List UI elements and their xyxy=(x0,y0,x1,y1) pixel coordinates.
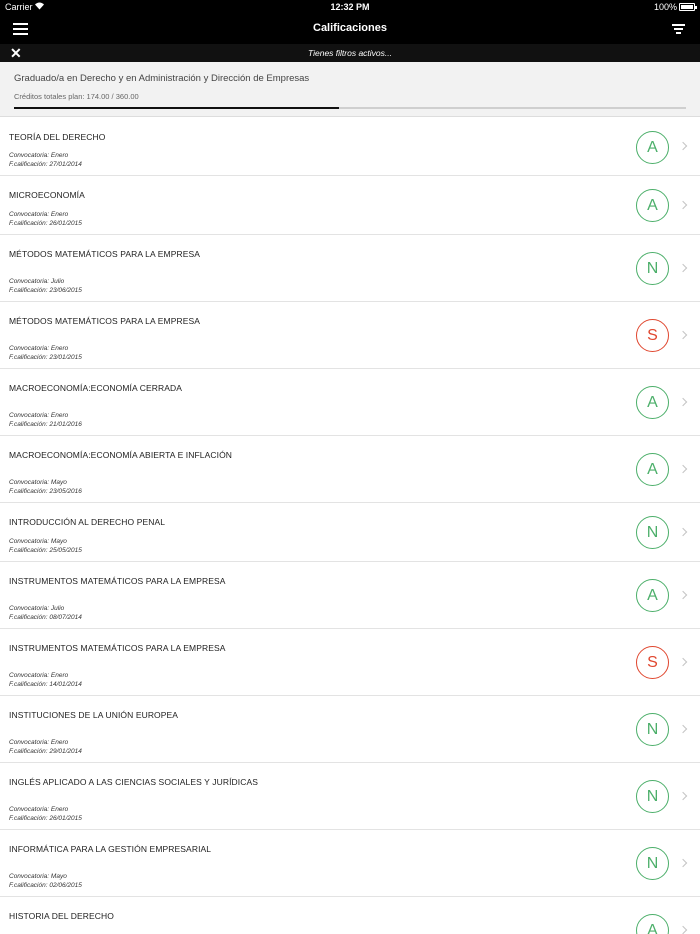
grade-badge: A xyxy=(636,579,669,612)
grade-badge: N xyxy=(636,252,669,285)
convocatoria-label: Convocatoria: Enero xyxy=(9,672,69,679)
subject-name: INGLÉS APLICADO A LAS CIENCIAS SOCIALES Y JURÍDICAS xyxy=(9,777,259,787)
grade-row[interactable] xyxy=(0,118,700,176)
close-icon[interactable]: ✕ xyxy=(10,45,22,61)
subject-name: INSTRUMENTOS MATEMÁTICOS PARA LA EMPRESA xyxy=(9,576,226,586)
grade-badge: A xyxy=(636,131,669,164)
grade-date-label: F.calificación: 25/05/2015 xyxy=(9,547,82,554)
chevron-right-icon[interactable] xyxy=(679,658,687,666)
chevron-right-icon[interactable] xyxy=(679,264,687,272)
grade-date-label: F.calificación: 23/01/2015 xyxy=(9,354,82,361)
chevron-right-icon[interactable] xyxy=(679,142,687,150)
active-filters-message: Tienes filtros activos... xyxy=(307,48,392,58)
grade-badge: N xyxy=(636,713,669,746)
clock: 12:32 PM xyxy=(330,2,370,12)
grade-date-label: F.calificación: 23/06/2015 xyxy=(9,287,82,294)
subject-name: MICROECONOMÍA xyxy=(9,190,85,200)
credits-progress-bar xyxy=(14,107,686,109)
subject-name: INFORMÁTICA PARA LA GESTIÓN EMPRESARIAL xyxy=(9,844,212,854)
grade-badge: A xyxy=(636,189,669,222)
subject-name: MÉTODOS MATEMÁTICOS PARA LA EMPRESA xyxy=(9,249,201,259)
grade-badge: A xyxy=(636,453,669,486)
chevron-right-icon[interactable] xyxy=(679,859,687,867)
navigation-bar xyxy=(0,14,700,44)
grade-date-label: F.calificación: 26/01/2015 xyxy=(9,220,82,227)
grades-list xyxy=(0,118,700,934)
convocatoria-label: Convocatoria: Enero xyxy=(9,806,69,813)
subject-name: MACROECONOMÍA:ECONOMÍA CERRADA xyxy=(9,383,183,393)
grade-row[interactable] xyxy=(0,562,700,629)
grade-date-label: F.calificación: 14/01/2014 xyxy=(9,681,82,688)
credits-progress-fill xyxy=(14,107,339,110)
subject-name: INSTITUCIONES DE LA UNIÓN EUROPEA xyxy=(9,710,179,720)
grade-badge: N xyxy=(636,847,669,880)
subject-name: MACROECONOMÍA:ECONOMÍA ABIERTA E INFLACIÓN xyxy=(9,450,233,460)
plan-name: Graduado/a en Derecho y en Administración y Dirección de Empresas xyxy=(14,73,310,84)
plan-credits: Créditos totales plan: 174.00 / 360.00 xyxy=(14,92,139,101)
convocatoria-label: Convocatoria: Mayo xyxy=(9,873,67,880)
subject-name: INTRODUCCIÓN AL DERECHO PENAL xyxy=(9,517,166,527)
grade-row[interactable] xyxy=(0,235,700,302)
page-title: Calificaciones xyxy=(313,22,387,34)
grade-date-label: F.calificación: 02/06/2015 xyxy=(9,882,82,889)
grade-row[interactable] xyxy=(0,369,700,436)
convocatoria-label: Convocatoria: Enero xyxy=(9,412,69,419)
grade-row[interactable] xyxy=(0,176,700,235)
grade-date-label: F.calificación: 27/01/2014 xyxy=(9,161,82,168)
grade-row[interactable] xyxy=(0,629,700,696)
chevron-right-icon[interactable] xyxy=(679,201,687,209)
convocatoria-label: Convocatoria: Mayo xyxy=(9,479,67,486)
chevron-right-icon[interactable] xyxy=(679,528,687,536)
convocatoria-label: Convocatoria: Enero xyxy=(9,739,69,746)
grade-date-label: F.calificación: 29/01/2014 xyxy=(9,748,82,755)
grade-badge: S xyxy=(636,646,669,679)
grade-row[interactable] xyxy=(0,302,700,369)
grade-badge: N xyxy=(636,516,669,549)
grade-row[interactable] xyxy=(0,696,700,763)
battery-percentage: 100% xyxy=(653,2,677,12)
chevron-right-icon[interactable] xyxy=(679,591,687,599)
chevron-right-icon[interactable] xyxy=(679,465,687,473)
grade-date-label: F.calificación: 23/05/2016 xyxy=(9,488,82,495)
grade-badge: A xyxy=(636,914,669,934)
chevron-right-icon[interactable] xyxy=(679,398,687,406)
plan-summary xyxy=(0,62,700,117)
active-filters-banner xyxy=(0,44,700,62)
subject-name: HISTORIA DEL DERECHO xyxy=(9,911,114,921)
chevron-right-icon[interactable] xyxy=(679,792,687,800)
status-bar xyxy=(0,0,700,14)
grade-date-label: F.calificación: 21/01/2016 xyxy=(9,421,82,428)
grade-badge: A xyxy=(636,386,669,419)
chevron-right-icon[interactable] xyxy=(679,331,687,339)
chevron-right-icon[interactable] xyxy=(679,725,687,733)
convocatoria-label: Convocatoria: Enero xyxy=(9,211,69,218)
subject-name: TEORÍA DEL DERECHO xyxy=(9,132,106,142)
subject-name: INSTRUMENTOS MATEMÁTICOS PARA LA EMPRESA xyxy=(9,643,226,653)
convocatoria-label: Convocatoria: Julio xyxy=(9,278,65,285)
convocatoria-label: Convocatoria: Enero xyxy=(9,345,69,352)
convocatoria-label: Convocatoria: Enero xyxy=(9,152,69,159)
grade-row[interactable] xyxy=(0,830,700,897)
grade-row[interactable] xyxy=(0,897,700,934)
grade-row[interactable] xyxy=(0,503,700,562)
subject-name: MÉTODOS MATEMÁTICOS PARA LA EMPRESA xyxy=(9,316,201,326)
chevron-right-icon[interactable] xyxy=(679,926,687,934)
convocatoria-label: Convocatoria: Mayo xyxy=(9,538,67,545)
convocatoria-label: Convocatoria: Julio xyxy=(9,605,65,612)
grade-date-label: F.calificación: 08/07/2014 xyxy=(9,614,82,621)
grade-row[interactable] xyxy=(0,763,700,830)
grade-date-label: F.calificación: 26/01/2015 xyxy=(9,815,82,822)
filter-icon[interactable] xyxy=(672,24,685,34)
grade-badge: N xyxy=(636,780,669,813)
battery-icon xyxy=(679,3,695,11)
grade-row[interactable] xyxy=(0,436,700,503)
grade-badge: S xyxy=(636,319,669,352)
carrier-label: Carrier xyxy=(5,2,33,12)
